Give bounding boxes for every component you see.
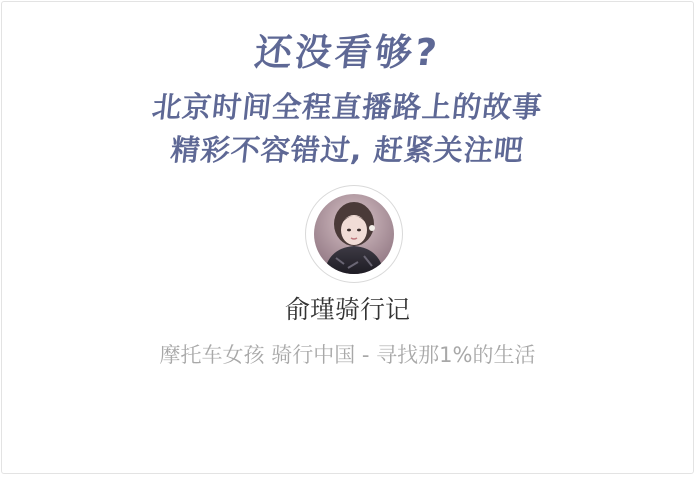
avatar-photo[interactable] [314,194,394,274]
promo-line-2: 精彩不容错过, 赶紧关注吧 [168,133,526,167]
user-name[interactable]: 俞瑾骑行记 [284,295,410,324]
follow-card [1,1,694,474]
promo-line-1: 北京时间全程直播路上的故事 [150,90,545,124]
user-bio: 摩托车女孩 骑行中国 - 寻找那1%的生活 [159,343,536,367]
promo-title: 还没看够? [252,31,442,74]
user-avatar-icon [314,194,394,274]
avatar[interactable] [305,185,403,283]
